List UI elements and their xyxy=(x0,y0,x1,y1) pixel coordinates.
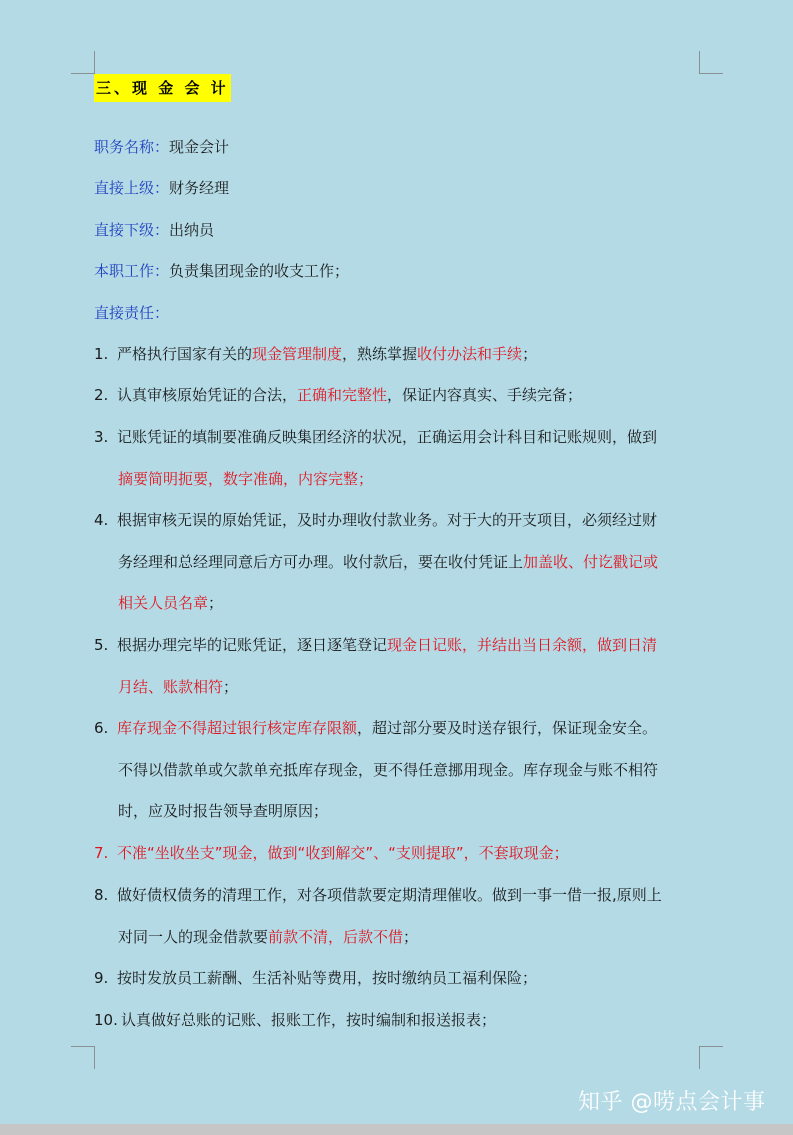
list-item xyxy=(94,875,706,958)
meta-key: 直接上级： xyxy=(94,179,170,197)
list-item-number: 8. xyxy=(94,886,109,904)
list-item-number: 7. xyxy=(94,844,109,862)
body-text: ，超过部分要及时送存银行，保证现金安全。 xyxy=(357,719,658,737)
list-item xyxy=(94,1000,706,1042)
text-line xyxy=(117,708,706,750)
text-line xyxy=(117,917,706,959)
crop-mark-top-right xyxy=(699,73,723,74)
meta-row-job-title xyxy=(94,136,229,158)
meta-value: 现金会计 xyxy=(169,138,230,156)
text-line xyxy=(117,791,706,833)
text-line xyxy=(117,833,706,875)
list-item-text xyxy=(117,417,706,500)
list-item-text xyxy=(117,625,706,708)
meta-key: 直接责任： xyxy=(94,304,170,322)
highlight-text: 不准“坐收坐支”现金，做到“收到解交”、“支则提取”，不套取现金； xyxy=(117,844,569,862)
text-line xyxy=(117,500,706,542)
body-text: ； xyxy=(522,345,538,363)
list-item-text xyxy=(117,500,706,625)
body-text: 时，应及时报告领导查明原因； xyxy=(118,802,329,821)
highlight-text: 相关人员名章 xyxy=(118,594,209,613)
highlight-text: 前款不清，后款不借 xyxy=(268,927,404,946)
list-item-number: 3. xyxy=(94,428,109,446)
list-item-text xyxy=(117,958,706,1000)
highlight-text: 加盖收、付讫戳记或 xyxy=(523,552,659,571)
text-line xyxy=(117,375,706,417)
highlight-text: 现金日记账，并结出当日余额，做到日清 xyxy=(387,636,658,654)
body-text: 根据审核无误的原始凭证，及时办理收付款业务。对于大的开支项目，必须经过财 xyxy=(117,511,658,529)
text-line xyxy=(117,625,706,667)
list-item xyxy=(94,334,706,376)
body-text: 对同一人的现金借款要 xyxy=(118,927,269,946)
text-line xyxy=(117,583,706,625)
highlight-text: 摘要简明扼要，数字准确，内容完整； xyxy=(118,469,374,488)
list-item-number: 4. xyxy=(94,511,109,529)
list-item-text xyxy=(117,833,706,875)
crop-mark-bottom-left xyxy=(71,1046,95,1047)
list-item xyxy=(94,708,706,833)
list-item xyxy=(94,833,706,875)
crop-mark-bottom-left xyxy=(94,1046,95,1069)
crop-mark-top-left xyxy=(94,51,95,74)
highlight-text: 正确和完整性 xyxy=(297,386,388,404)
text-line xyxy=(117,958,706,1000)
text-line xyxy=(117,750,706,792)
text-line xyxy=(117,667,706,709)
body-text: ； xyxy=(223,677,239,696)
meta-row-subordinate xyxy=(94,219,214,241)
text-line xyxy=(117,334,706,376)
text-line xyxy=(117,459,706,501)
list-item-number: 1. xyxy=(94,345,109,363)
highlight-text: 库存现金不得超过银行核定库存限额 xyxy=(117,719,358,737)
highlight-text: 现金管理制度 xyxy=(252,345,343,363)
body-text: 不得以借款单或欠款单充抵库存现金，更不得任意挪用现金。库存现金与账不相符 xyxy=(118,760,659,779)
body-text: 认真做好总账的记账、报账工作，按时编制和报送报表； xyxy=(121,1011,497,1029)
highlight-text: 月结、账款相符 xyxy=(118,677,224,696)
crop-mark-bottom-right xyxy=(699,1046,700,1069)
meta-key: 直接下级： xyxy=(94,221,170,239)
list-item xyxy=(94,958,706,1000)
meta-key: 本职工作： xyxy=(94,262,170,280)
zhihu-watermark: 知乎 @唠点会计事 xyxy=(578,1090,766,1115)
list-item-text xyxy=(117,334,706,376)
crop-mark-bottom-right xyxy=(699,1046,723,1047)
body-text: 务经理和总经理同意后方可办理。收付款后，要在收付凭证上 xyxy=(118,552,524,571)
list-item xyxy=(94,500,706,625)
text-line xyxy=(117,542,706,584)
list-item-number: 5. xyxy=(94,636,109,654)
list-item xyxy=(94,417,706,500)
bottom-strip xyxy=(0,1124,793,1135)
meta-value: 财务经理 xyxy=(169,179,230,197)
list-item-text xyxy=(117,875,706,958)
meta-value: 出纳员 xyxy=(169,221,215,239)
meta-value: 负责集团现金的收支工作； xyxy=(169,262,350,280)
body-text: ，熟练掌握 xyxy=(342,345,418,363)
body-text: 认真审核原始凭证的合法， xyxy=(117,386,298,404)
body-text: 记账凭证的填制要准确反映集团经济的状况，正确运用会计科目和记账规则，做到 xyxy=(117,428,658,446)
crop-mark-top-left xyxy=(71,73,95,74)
list-item-number: 9. xyxy=(94,969,109,987)
list-item-number: 10. xyxy=(94,1011,118,1029)
section-heading: 三、现 金 会 计 xyxy=(94,74,231,102)
list-item-number: 6. xyxy=(94,719,109,737)
body-text: 根据办理完毕的记账凭证，逐日逐笔登记 xyxy=(117,636,388,654)
body-text: ； xyxy=(403,927,419,946)
crop-mark-top-right xyxy=(699,51,700,74)
meta-row-superior xyxy=(94,177,229,199)
list-item-number: 2. xyxy=(94,386,109,404)
body-text: ； xyxy=(208,594,224,613)
meta-row-responsibility xyxy=(94,302,169,324)
body-text: ，保证内容真实、手续完备； xyxy=(387,386,583,404)
body-text: 按时发放员工薪酬、生活补贴等费用，按时缴纳员工福利保险； xyxy=(117,969,538,987)
list-item xyxy=(94,375,706,417)
list-item-text xyxy=(117,708,706,833)
list-item-text xyxy=(117,375,706,417)
body-text: 做好债权债务的清理工作，对各项借款要定期清理催收。做到一事一借一报,原则上 xyxy=(117,886,662,904)
list-item-text xyxy=(121,1000,706,1042)
meta-key: 职务名称： xyxy=(94,138,170,156)
highlight-text: 收付办法和手续 xyxy=(417,345,523,363)
text-line xyxy=(121,1000,706,1042)
list-item xyxy=(94,625,706,708)
text-line xyxy=(117,417,706,459)
meta-row-duty xyxy=(94,260,349,282)
text-line xyxy=(117,875,706,917)
body-text: 严格执行国家有关的 xyxy=(117,345,253,363)
